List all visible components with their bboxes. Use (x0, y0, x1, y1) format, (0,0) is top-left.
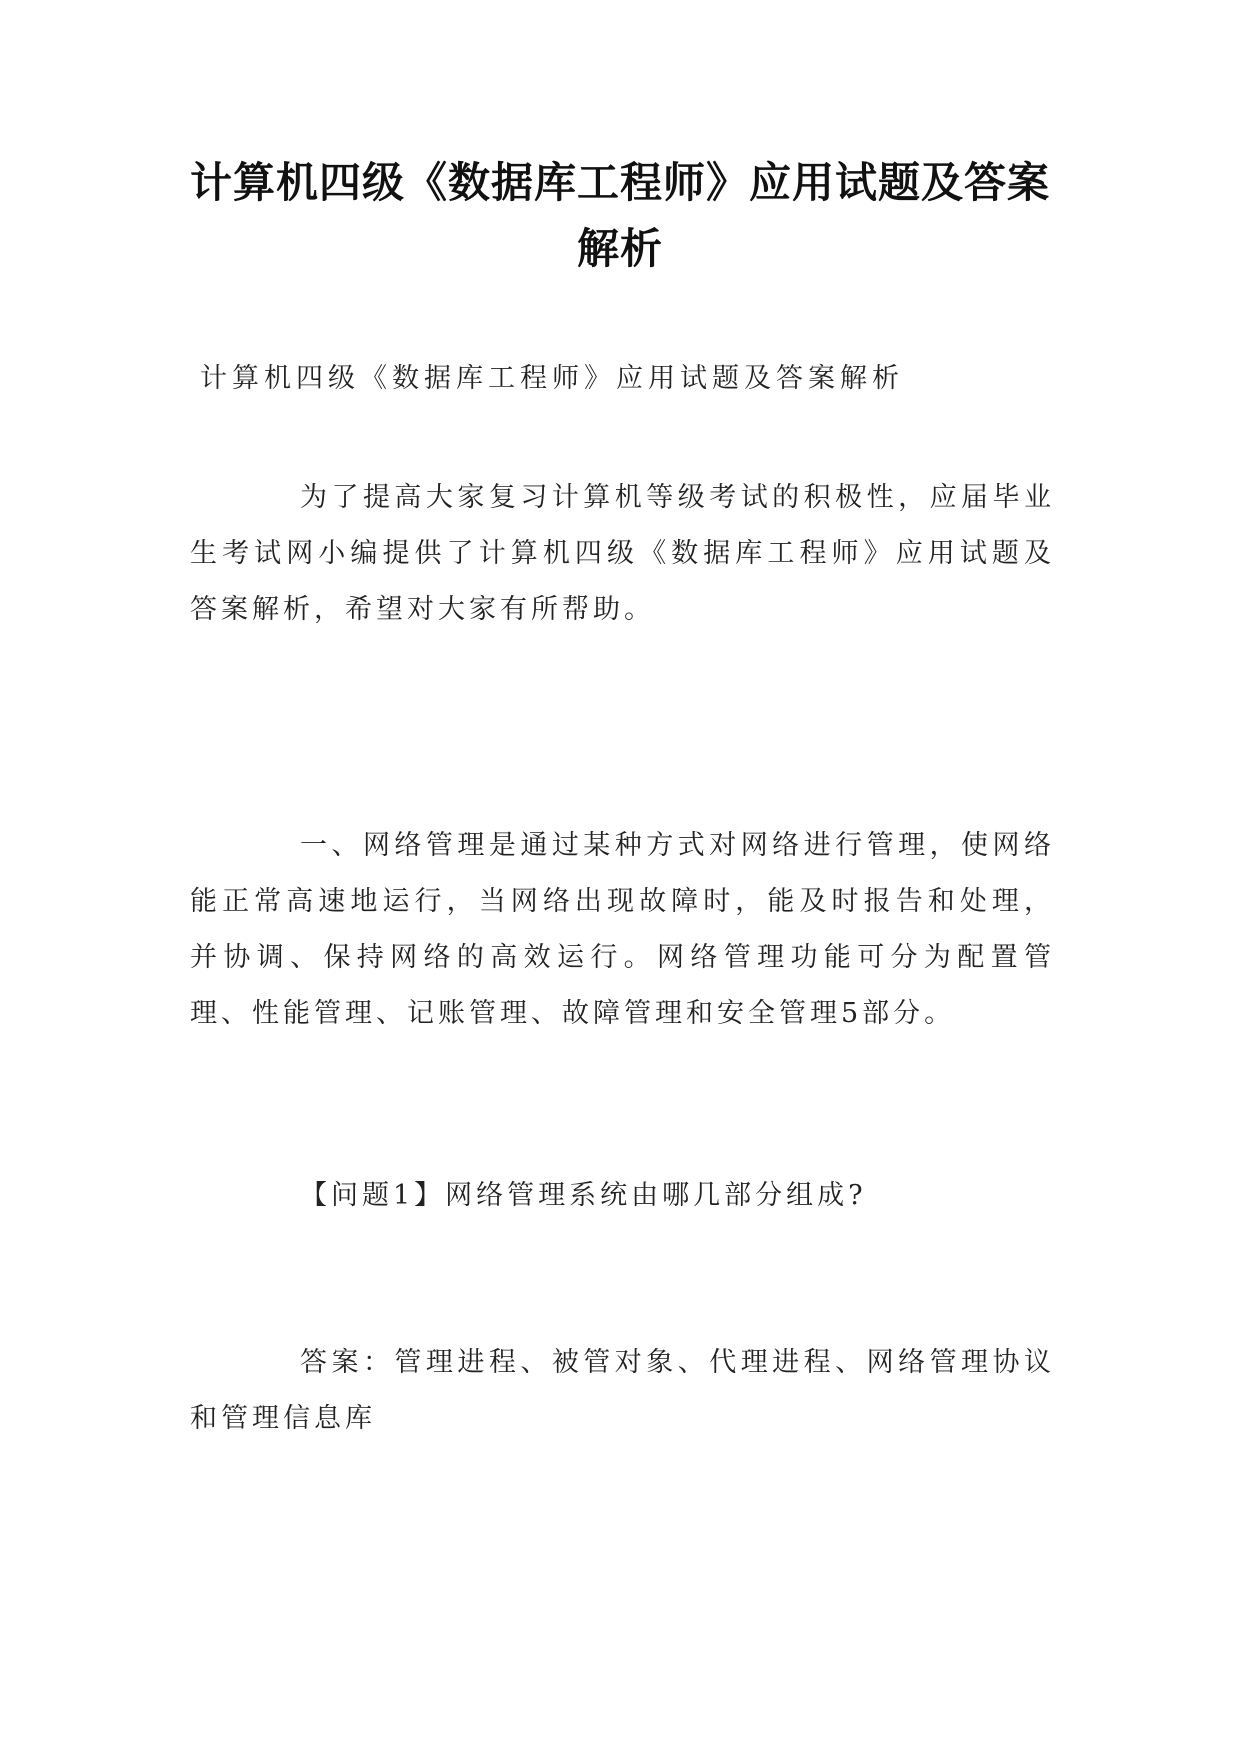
document-subtitle: 计算机四级《数据库工程师》应用试题及答案解析 (200, 363, 904, 394)
network-management-paragraph: 一、网络管理是通过某种方式对网络进行管理，使网络能正常高速地运行，当网络出现故障时，能及时报告和处理，并协调、保持网络的高效运行。网络管理功能可分为配置管理、性能管理、记账管理、故障管理和安全管理5部分。 (190, 830, 1055, 1029)
document-title: 计算机四级《数据库工程师》应用试题及答案解析 (189, 158, 1050, 273)
question-1: 【问题1】网络管理系统由哪几部分组成? (300, 1180, 867, 1211)
intro-paragraph: 为了提高大家复习计算机等级考试的积极性，应届毕业生考试网小编提供了计算机四级《数据库工程师》应用试题及答案解析，希望对大家有所帮助。 (190, 482, 1055, 625)
answer-1: 答案：管理进程、被管对象、代理进程、网络管理协议和管理信息库 (190, 1347, 1055, 1434)
